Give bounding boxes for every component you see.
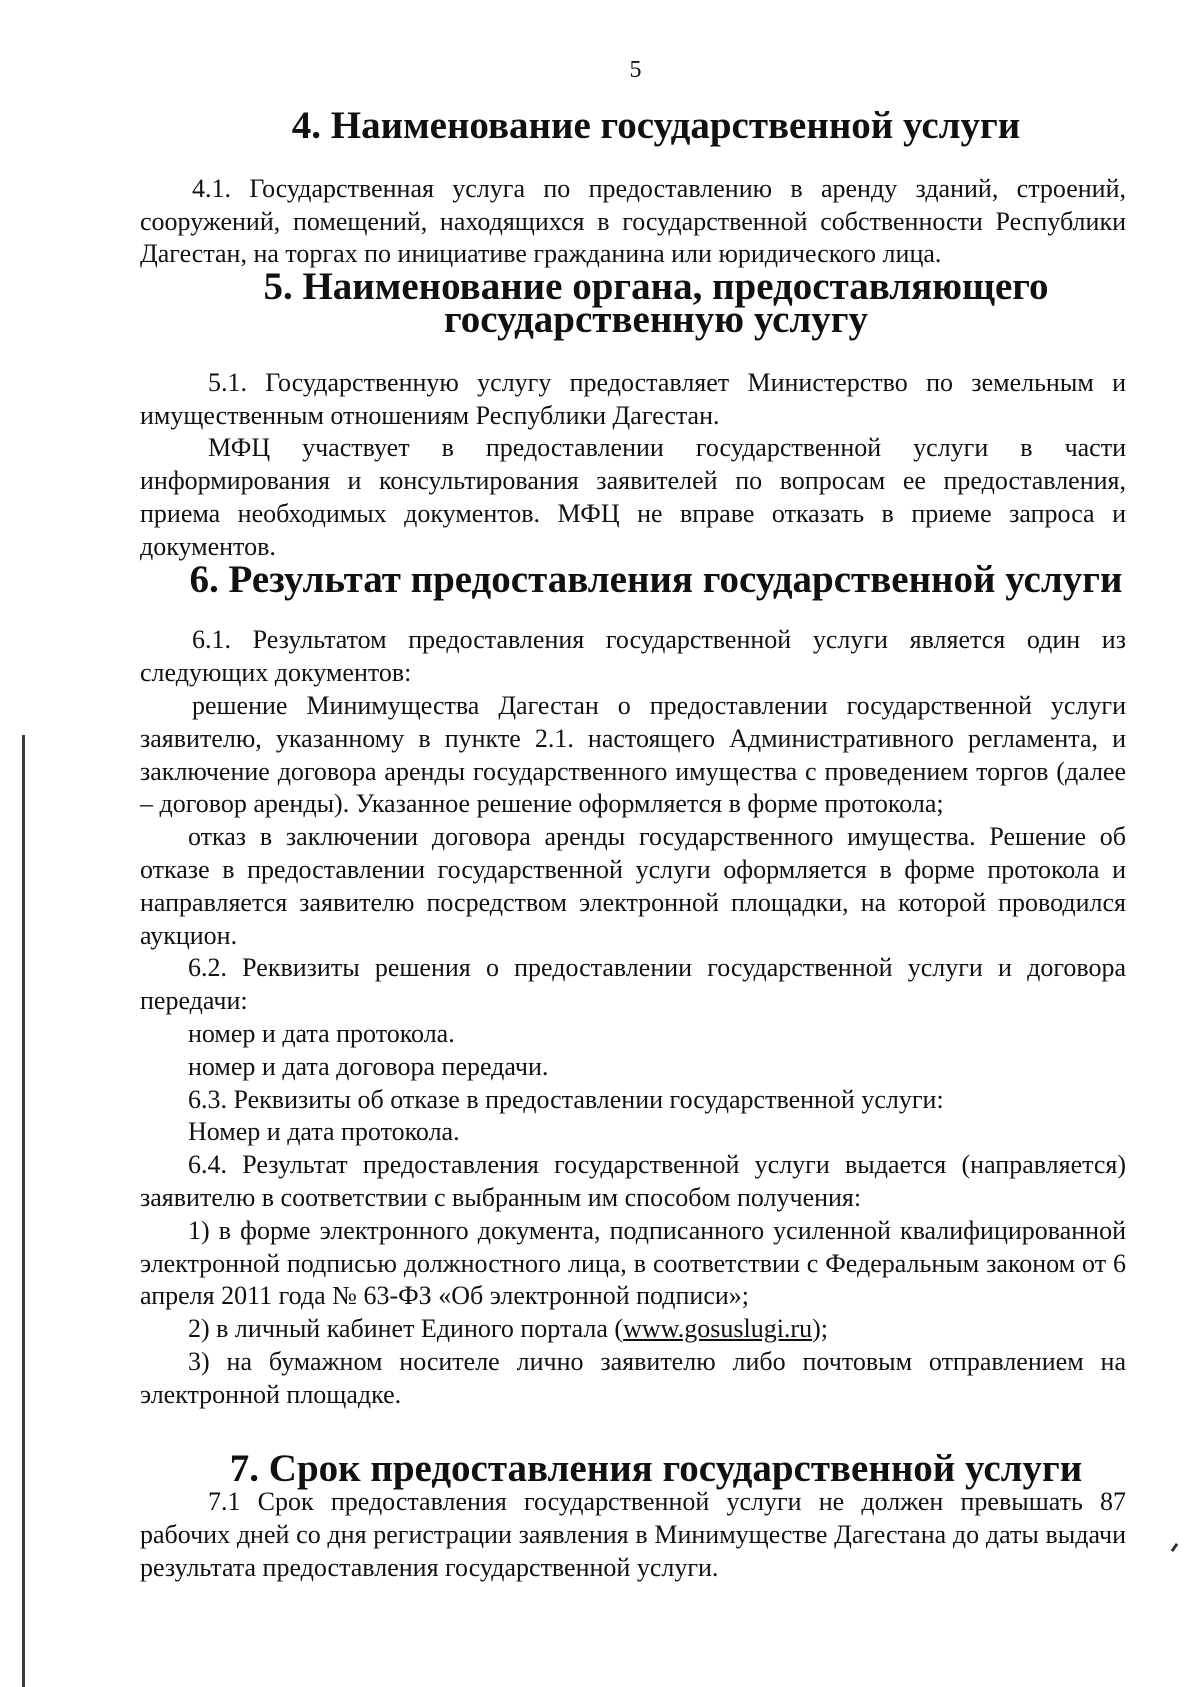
scan-edge-line xyxy=(22,735,25,1687)
section-7-paragraph-1: 7.1 Срок предоставления государственной услуги не должен превышать 87 рабочих дней со дня регистрации заявления в Минимуществе Дагестана до даты выдачи результата предоставления государственной услуги. xyxy=(140,1487,1126,1582)
section-6-paragraph-6: номер и дата договора передачи. xyxy=(188,1051,549,1081)
section-6-paragraph-2: решение Минимущества Дагестан о предоставлении государственной услуги заявителю, указанному в пункте 2.1. настоящего Административного регламента, и заключение договора аренды государственного имущества с проведением торгов (далее – договор аренды). Указанное решение оформляется в форме протокола; xyxy=(140,690,1126,819)
section-6-paragraph-7: 6.3. Реквизиты об отказе в предоставлении государственной услуги: xyxy=(188,1084,944,1114)
gosuslugi-link[interactable]: www.gosuslugi.ru xyxy=(623,1314,813,1344)
section-6-paragraph-1: 6.1. Результатом предоставления государственной услуги является один из следующих документов: xyxy=(140,625,1126,688)
section-5-paragraph-2: МФЦ участвует в предоставлении государственной услуги в части информирования и консультирования заявителей по вопросам ее предоставления, приема необходимых документов. МФЦ не вправе отказать в приеме запроса и документов. xyxy=(140,433,1126,561)
section-6-paragraph-12: 3) на бумажном носителе лично заявителю либо почтовым отправлением на электронной площадке. xyxy=(140,1346,1126,1409)
section-6-paragraph-11 xyxy=(140,1313,1126,1346)
section-6-paragraph-10: 1) в форме электронного документа, подписанного усиленной квалифицированной электронной подписью должностного лица, в соответствии с Федеральным законом от 6 апреля 2011 года № 63-ФЗ «Об электронной подписи»; xyxy=(140,1215,1126,1311)
section-6-paragraph-11-suffix: ); xyxy=(812,1314,828,1344)
section-4-paragraph-1: 4.1. Государственная услуга по предоставлению в аренду зданий, строений, сооружений, помещений, находящихся в государственной собственности Республики Дагестан, на торгах по инициативе гражданина или юридического лица. xyxy=(140,173,1126,269)
section-6-paragraph-9: 6.4. Результат предоставления государственной услуги выдается (направляется) заявителю в соответствии с выбранным им способом получения: xyxy=(140,1150,1126,1212)
page-number: 5 xyxy=(629,57,642,83)
section-6-paragraph-8: Номер и дата протокола. xyxy=(188,1117,460,1147)
section-6-heading: 6. Результат предоставления государственной услуги xyxy=(189,557,1123,601)
document-body xyxy=(140,104,1126,1585)
section-5-paragraph-1: 5.1. Государственную услугу предоставляет Министерство по земельным и имущественным отношениям Республики Дагестан. xyxy=(140,367,1126,430)
section-5-heading-line-1: 5. Наименование органа, предоставляющего xyxy=(263,265,1049,309)
section-5-heading-line-2: государственную услугу xyxy=(443,297,869,341)
scan-mark xyxy=(1171,1543,1179,1552)
section-6-paragraph-4: 6.2. Реквизиты решения о предоставлении государственной услуги и договора передачи: xyxy=(140,953,1126,1016)
section-4-heading: 4. Наименование государственной услуги xyxy=(291,104,1021,147)
section-6-paragraph-5: номер и дата протокола. xyxy=(188,1018,455,1048)
section-6-paragraph-3: отказ в заключении договора аренды государственного имущества. Решение об отказе в предоставлении государственной услуги оформляется в форме протокола и направляется заявителю посредством электронной площадки, на которой проводился аукцион. xyxy=(140,822,1126,950)
section-7-heading: 7. Срок предоставления государственной услуги xyxy=(229,1447,1083,1491)
section-6-paragraph-11-prefix: 2) в личный кабинет Единого портала ( xyxy=(188,1314,624,1344)
